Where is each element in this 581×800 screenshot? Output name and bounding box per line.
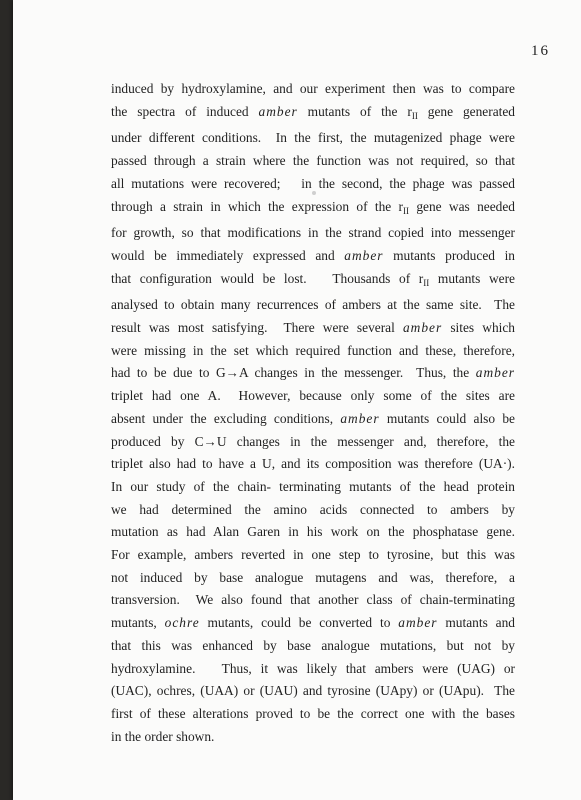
text-line (111, 453, 515, 476)
text-line (111, 294, 515, 317)
italic-term: amber (344, 247, 384, 263)
text-run: under different conditions. In the first, the mutagenized phage were (111, 130, 515, 146)
text-line (111, 499, 515, 522)
text-run: in the order shown. (111, 728, 215, 744)
text-run: had to be due to G→A changes in the messenger. Thus, the (111, 365, 476, 381)
text-run: mutants could also be (379, 410, 515, 426)
text-run: passed through a strain where the function was not required, so that (111, 153, 515, 169)
text-run: mutants produced in (383, 247, 515, 263)
text-run: for growth, so that modifications in the strand copied into messenger (111, 225, 515, 241)
text-run: mutants, (111, 615, 165, 631)
text-run: mutants, could be converted to (199, 615, 399, 631)
italic-term: amber (340, 410, 380, 426)
text-run: through a strain in which the expression of the r (111, 198, 403, 214)
text-run: sites which (442, 320, 515, 336)
text-run: the spectra of induced (111, 103, 259, 119)
document-page (13, 0, 581, 800)
text-run: would be immediately expressed and (111, 247, 345, 263)
text-run: transversion. We also found that another class of chain-terminating (111, 592, 515, 608)
text-run: For example, ambers reverted in one step to tyrosine, but this was (111, 547, 515, 563)
text-line (111, 567, 515, 590)
text-line (111, 589, 515, 612)
text-run: gene was needed (409, 198, 515, 214)
text-run: induced by hydroxylamine, and our experiment then was to compare (111, 81, 515, 96)
subscript: II (423, 277, 430, 288)
text-line (111, 431, 515, 454)
text-run: we had determined the amino acids connected to ambers by (111, 501, 515, 517)
text-line (111, 196, 515, 223)
italic-term: amber (398, 615, 438, 631)
text-line (111, 268, 515, 295)
italic-term: ochre (164, 615, 200, 631)
scan-speck (312, 191, 316, 195)
text-line (111, 521, 515, 544)
text-line (111, 476, 515, 499)
text-run: mutants were (429, 270, 515, 286)
italic-term: amber (258, 103, 298, 119)
text-line (111, 340, 515, 363)
text-run: that this was enhanced by base analogue mutations, but not by (111, 637, 515, 653)
italic-term: amber (402, 320, 443, 336)
text-line (111, 101, 515, 128)
text-line (111, 78, 515, 101)
text-line (111, 245, 515, 268)
text-run: triplet also had to have a U, and its composition was therefore (UA·). (111, 456, 515, 472)
subscript: II (411, 110, 418, 121)
italic-term: amber (475, 365, 515, 381)
text-run: triplet had one A. However, because only some of the sites are (111, 388, 515, 404)
text-line (111, 222, 515, 245)
text-run: mutants of the r (297, 103, 412, 119)
text-run: analysed to obtain many recurrences of ambers at the same site. The (111, 297, 515, 313)
text-line (111, 612, 515, 635)
text-run: produced by C→U changes in the messenger and, therefore, the (111, 433, 515, 449)
text-run: result was most satisfying. There were several (111, 320, 403, 336)
subscript: II (403, 205, 409, 216)
text-line (111, 658, 515, 681)
text-run: all mutations were recovered; in the second, the phage was passed (111, 175, 515, 191)
text-run: (UAC), ochres, (UAA) or (UAU) and tyrosine (UApy) or (UApu). The (111, 683, 515, 699)
text-run: absent under the excluding conditions, (111, 410, 341, 426)
text-run: were missing in the set which required function and these, therefore, (111, 342, 515, 358)
text-run: that configuration would be lost. Thousands of r (111, 270, 424, 286)
text-line (111, 680, 515, 703)
text-line (111, 385, 515, 408)
text-run: In our study of the chain- terminating mutants of the head protein (111, 478, 515, 494)
body-paragraph (111, 78, 515, 748)
text-line (111, 635, 515, 658)
text-run: mutants and (437, 615, 515, 631)
text-run: mutation as had Alan Garen in his work on the phosphatase gene. (111, 524, 515, 540)
text-line (111, 362, 515, 385)
text-run: not induced by base analogue mutagens and was, therefore, a (111, 569, 515, 585)
text-run: gene generated (417, 103, 515, 119)
text-line (111, 544, 515, 567)
text-line (111, 703, 515, 726)
text-line (111, 317, 515, 340)
text-line (111, 150, 515, 173)
text-line (111, 408, 515, 431)
text-run: hydroxylamine. Thus, it was likely that ambers were (UAG) or (111, 660, 515, 676)
page-number: 16 (531, 43, 550, 59)
text-run: first of these alterations proved to be the correct one with the bases (111, 705, 515, 721)
text-line (111, 726, 515, 749)
text-line (111, 127, 515, 150)
